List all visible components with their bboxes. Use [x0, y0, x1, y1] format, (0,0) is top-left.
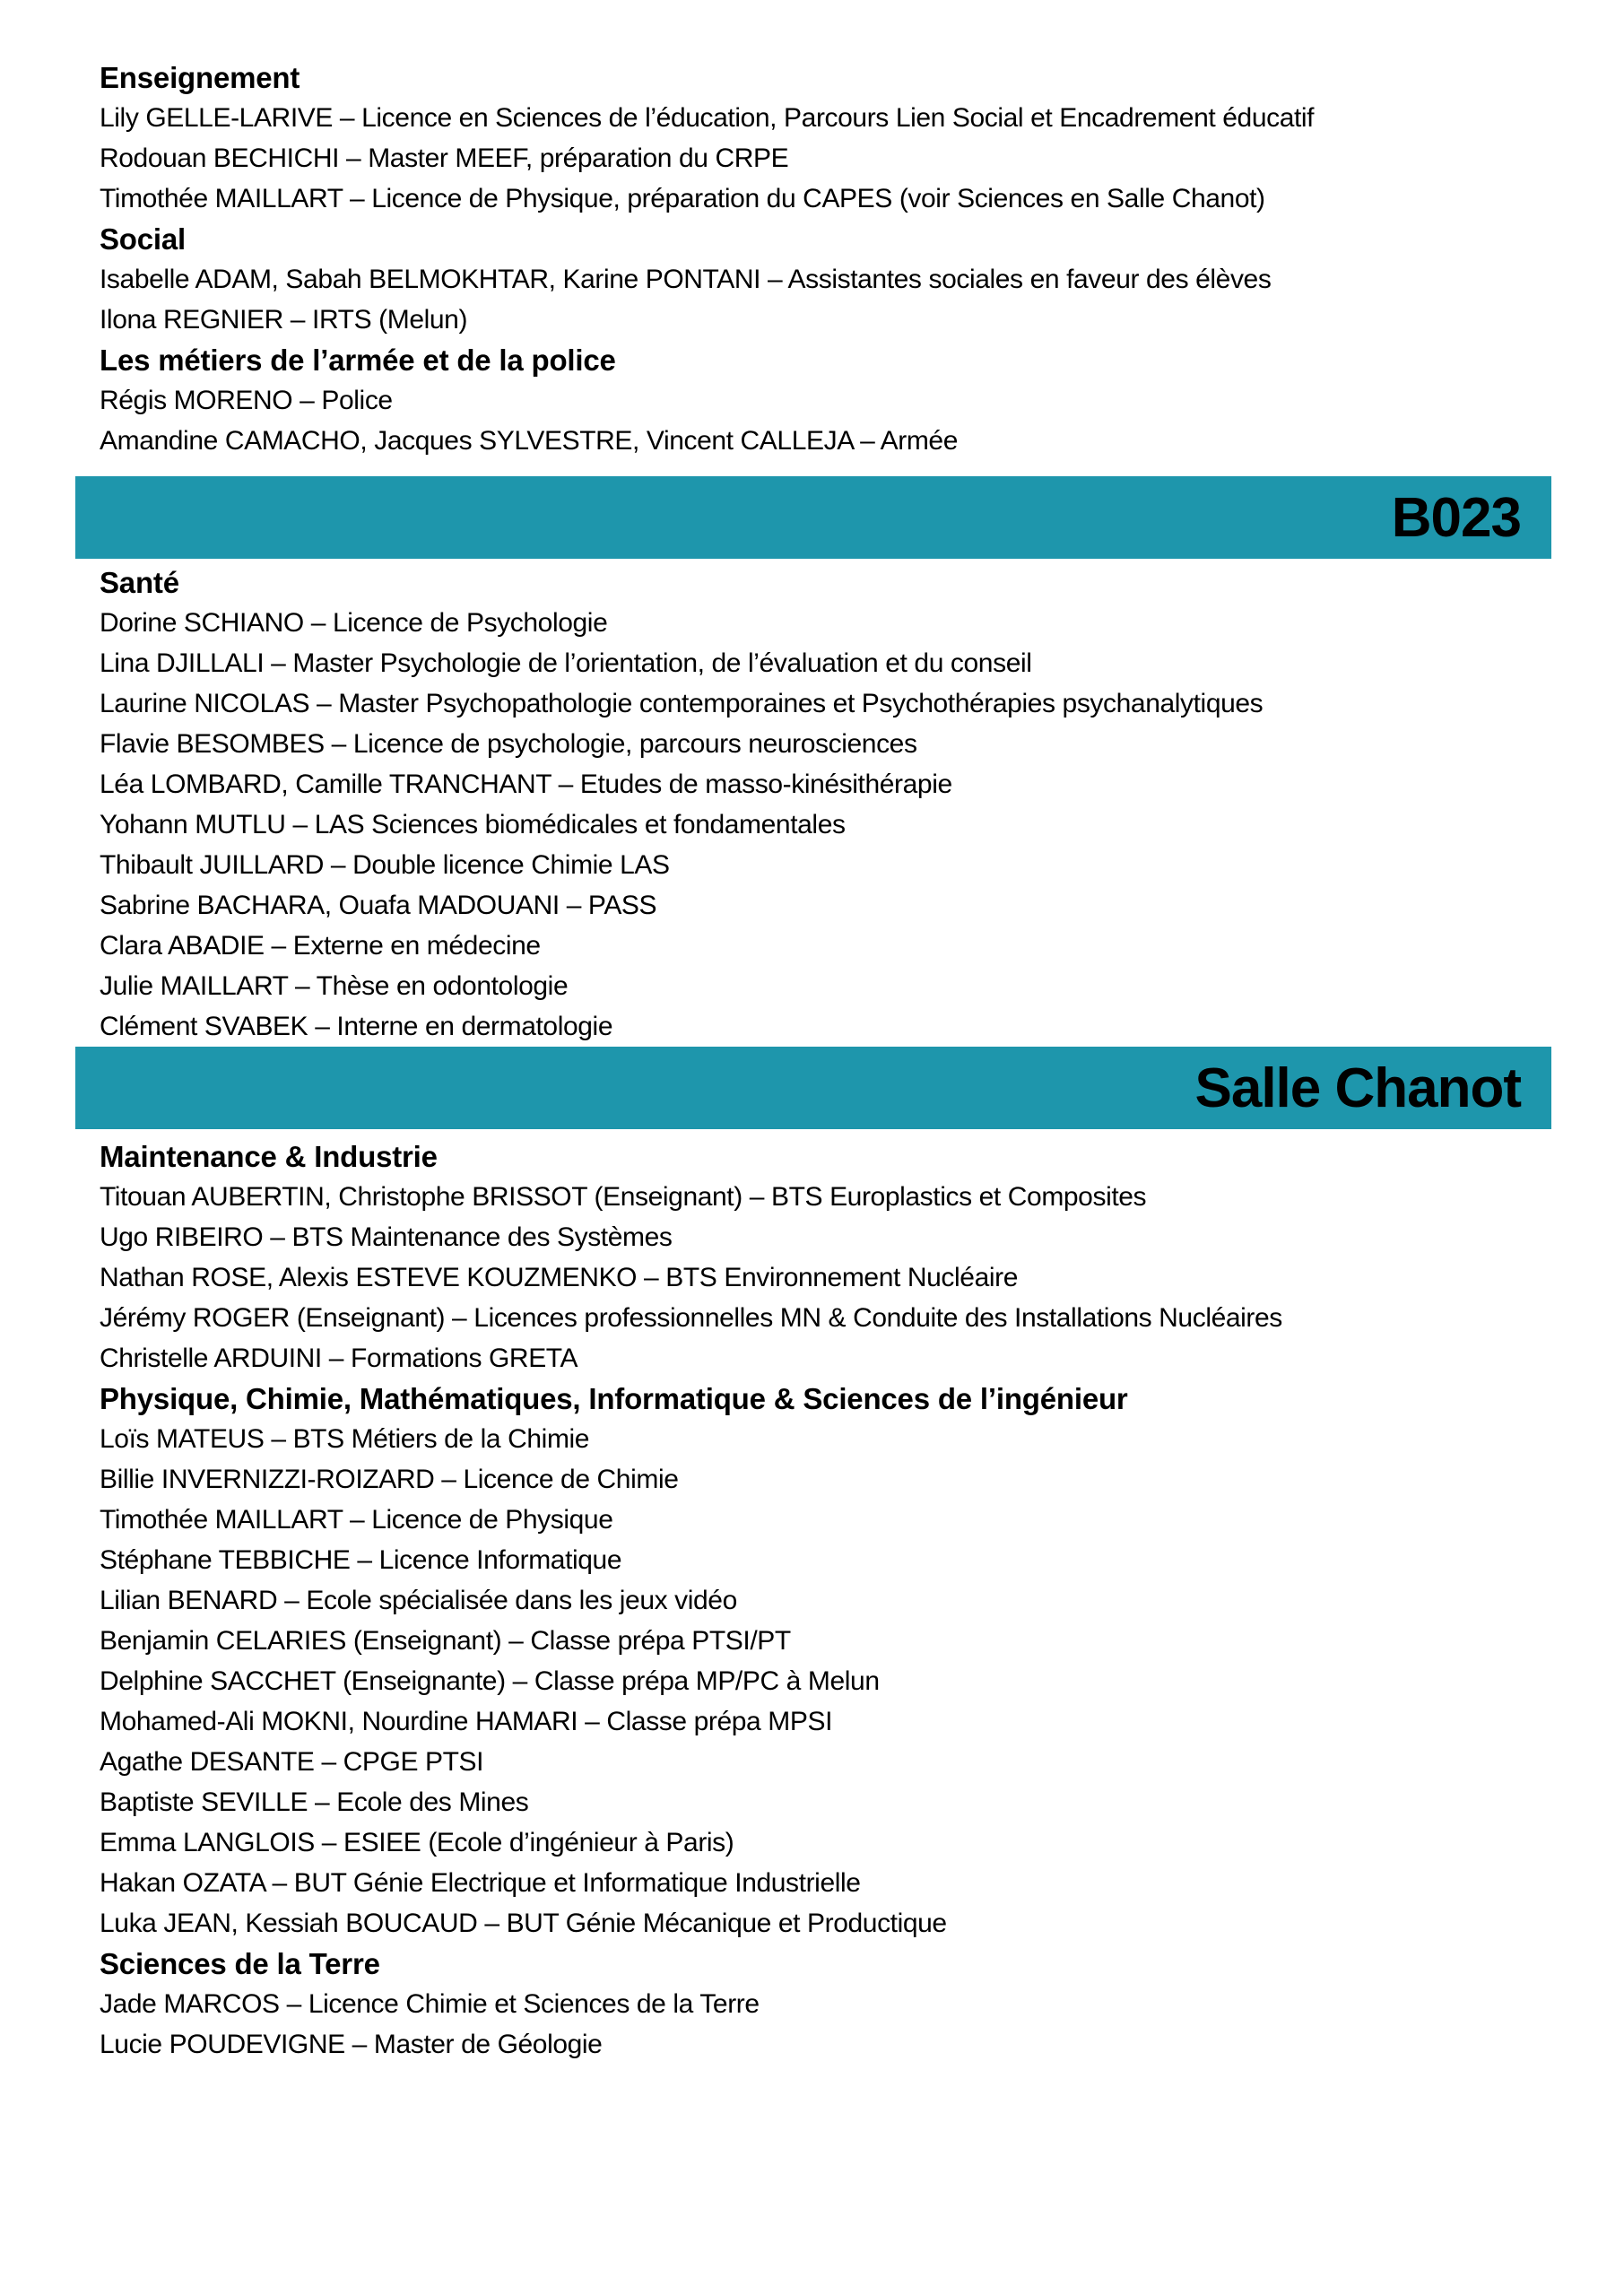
list-entry: Flavie BESOMBES – Licence de psychologie, parcours neurosciences	[100, 729, 917, 759]
section-heading: Physique, Chimie, Mathématiques, Informatique & Sciences de l’ingénieur	[100, 1382, 1128, 1415]
list-entry: Lilian BENARD – Ecole spécialisée dans les jeux vidéo	[100, 1586, 737, 1615]
list-entry: Thibault JUILLARD – Double licence Chimie LAS	[100, 850, 670, 880]
list-entry: Léa LOMBARD, Camille TRANCHANT – Etudes de masso-kinésithérapie	[100, 770, 952, 799]
section-heading: Santé	[100, 566, 179, 599]
list-entry: Clément SVABEK – Interne en dermatologie	[100, 1012, 613, 1041]
list-entry: Timothée MAILLART – Licence de Physique	[100, 1505, 613, 1535]
list-entry: Hakan OZATA – BUT Génie Electrique et Informatique Industrielle	[100, 1868, 861, 1898]
list-entry: Billie INVERNIZZI-ROIZARD – Licence de Chimie	[100, 1465, 679, 1494]
room-banner-b023	[75, 476, 1551, 559]
list-entry: Stéphane TEBBICHE – Licence Informatique	[100, 1545, 622, 1575]
list-entry: Benjamin CELARIES (Enseignant) – Classe prépa PTSI/PT	[100, 1626, 791, 1656]
list-entry: Ugo RIBEIRO – BTS Maintenance des Systèmes	[100, 1222, 673, 1252]
room-banner-label: Salle Chanot	[1194, 1057, 1521, 1119]
list-entry: Agathe DESANTE – CPGE PTSI	[100, 1747, 484, 1777]
list-entry: Mohamed-Ali MOKNI, Nourdine HAMARI – Classe prépa MPSI	[100, 1707, 833, 1736]
list-entry: Laurine NICOLAS – Master Psychopathologie contemporaines et Psychothérapies psychanalytiques	[100, 689, 1264, 718]
section-heading: Sciences de la Terre	[100, 1947, 380, 1980]
list-entry: Lina DJILLALI – Master Psychologie de l’orientation, de l’évaluation et du conseil	[100, 648, 1032, 678]
list-entry: Luka JEAN, Kessiah BOUCAUD – BUT Génie Mécanique et Productique	[100, 1909, 947, 1938]
list-entry: Julie MAILLART – Thèse en odontologie	[100, 971, 569, 1001]
list-entry: Loïs MATEUS – BTS Métiers de la Chimie	[100, 1424, 590, 1454]
section-heading: Enseignement	[100, 61, 300, 94]
list-entry: Isabelle ADAM, Sabah BELMOKHTAR, Karine PONTANI – Assistantes sociales en faveur des élèves	[100, 265, 1272, 294]
section-heading: Maintenance & Industrie	[100, 1140, 438, 1173]
list-entry: Lily GELLE-LARIVE – Licence en Sciences de l’éducation, Parcours Lien Social et Encadrement éducatif	[100, 103, 1315, 133]
list-entry: Dorine SCHIANO – Licence de Psychologie	[100, 608, 608, 638]
list-entry: Clara ABADIE – Externe en médecine	[100, 931, 541, 961]
list-entry: Rodouan BECHICHI – Master MEEF, préparation du CRPE	[100, 144, 789, 173]
list-entry: Jérémy ROGER (Enseignant) – Licences professionnelles MN & Conduite des Installations Nucléaires	[100, 1303, 1282, 1333]
list-entry: Yohann MUTLU – LAS Sciences biomédicales et fondamentales	[100, 810, 846, 839]
list-entry: Jade MARCOS – Licence Chimie et Sciences de la Terre	[100, 1989, 760, 2019]
section-heading: Social	[100, 222, 187, 256]
list-entry: Titouan AUBERTIN, Christophe BRISSOT (Enseignant) – BTS Europlastics et Composites	[100, 1182, 1147, 1212]
list-entry: Emma LANGLOIS – ESIEE (Ecole d’ingénieur à Paris)	[100, 1828, 734, 1857]
list-entry: Timothée MAILLART – Licence de Physique, préparation du CAPES (voir Sciences en Salle Chanot)	[100, 184, 1265, 213]
room-banner-label: B023	[1391, 486, 1521, 549]
list-entry: Ilona REGNIER – IRTS (Melun)	[100, 305, 468, 335]
list-entry: Delphine SACCHET (Enseignante) – Classe prépa MP/PC à Melun	[100, 1666, 880, 1696]
list-entry: Christelle ARDUINI – Formations GRETA	[100, 1344, 578, 1373]
list-entry: Sabrine BACHARA, Ouafa MADOUANI – PASS	[100, 891, 657, 920]
list-entry: Lucie POUDEVIGNE – Master de Géologie	[100, 2030, 603, 2059]
room-banner-salle-chanot	[75, 1047, 1551, 1129]
section-heading: Les métiers de l’armée et de la police	[100, 344, 616, 377]
list-entry: Baptiste SEVILLE – Ecole des Mines	[100, 1787, 529, 1817]
list-entry: Régis MORENO – Police	[100, 386, 393, 415]
list-entry: Amandine CAMACHO, Jacques SYLVESTRE, Vincent CALLEJA – Armée	[100, 426, 959, 456]
list-entry: Nathan ROSE, Alexis ESTEVE KOUZMENKO – BTS Environnement Nucléaire	[100, 1263, 1018, 1292]
